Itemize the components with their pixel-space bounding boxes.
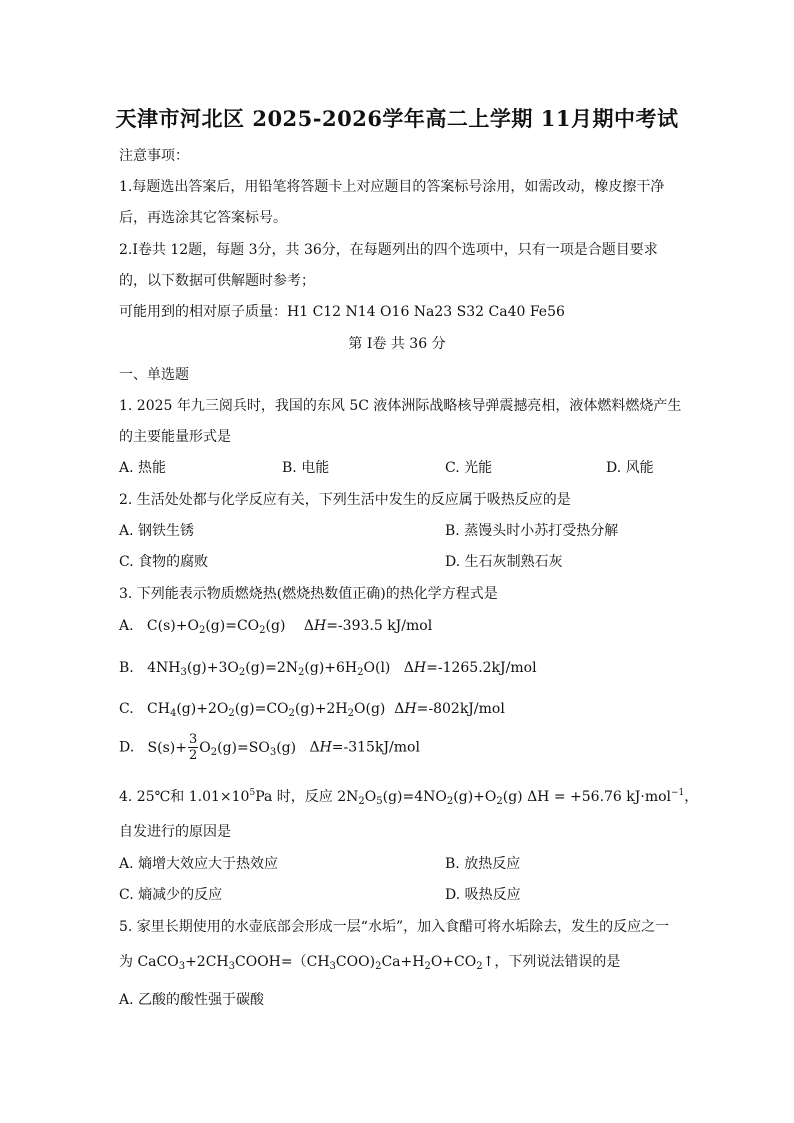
q3-b-equation: $4NH_3(g)+3O_2(g)=2N_2(g)+6H_2O(l)$: [147, 660, 391, 678]
note-2-line-1: 2.I卷共 12题，每题 3分，共 36分，在每题列出的四个选项中，只有一项是合题目要求: [119, 242, 658, 258]
q3-d-equation: S(s)+ $\frac{3}{2}$ $O_2(g)=SO_3(g)$: [147, 732, 297, 763]
q4-option-b: B. 放热反应: [445, 856, 521, 872]
q4-option-d: D. 吸热反应: [445, 887, 521, 903]
q1-option-a: A. 热能: [119, 460, 167, 476]
q3-stem: 3. 下列能表示物质燃烧热(燃烧热数值正确)的热化学方程式是: [119, 586, 498, 602]
page-title: 天津市河北区 2025-2026学年高二上学期 11月期中考试: [115, 106, 679, 131]
q1-stem-line-2: 的主要能量形式是: [119, 429, 231, 445]
q3-option-c: C. $CH_4(g)+2O_2(g)=CO_2(g)+2H_2O(g)$ ΔH=-802kJ/mol: [119, 701, 505, 719]
q1-option-b: B. 电能: [282, 460, 330, 476]
q5-stem-line-1: 5. 家里长期使用的水壶底部会形成一层“水垢”，加入食醋可将水垢除去，发生的反应之一: [119, 919, 670, 935]
q3-c-equation: $CH_4(g)+2O_2(g)=CO_2(g)+2H_2O(g)$: [147, 701, 386, 719]
q4-stem-line-2: 自发进行的原因是: [119, 824, 231, 840]
note-2-line-2: 的，以下数据可供解题时参考；: [119, 273, 315, 289]
section-heading: 一、单选题: [119, 367, 189, 383]
q3-option-d: D. S(s)+ $\frac{3}{2}$ $O_2(g)=SO_3(g)$ ΔH=-315kJ/mol: [119, 732, 420, 763]
q3-option-b: B. $4NH_3(g)+3O_2(g)=2N_2(g)+6H_2O(l)$ ΔH=-1265.2kJ/mol: [119, 660, 537, 678]
q5-option-a: A. 乙酸的酸性强于碳酸: [119, 992, 265, 1008]
q3-option-a: A. $C(s)+O_2(g)=CO_2(g)$ ΔH=-393.5 kJ/mol: [119, 618, 433, 636]
notes-heading: 注意事项：: [119, 148, 189, 164]
note-1-line-2: 后，再选涂其它答案标号。: [119, 210, 287, 226]
atomic-masses: 可能用到的相对原子质量：H1 C12 N14 O16 Na23 S32 Ca40 Fe56: [119, 304, 565, 320]
q2-option-b: B. 蒸馒头时小苏打受热分解: [445, 523, 619, 539]
q4-stem-line-1: 4. 25℃和 $1.01\times 10^5Pa$ 时，反应 $2N_2O_5(g)=4NO_2(g)+O_2(g) \Delta H = +56.76$ kJ·mol$^{-1}$，: [119, 788, 699, 807]
q2-stem: 2. 生活处处都与化学反应有关，下列生活中发生的反应属于吸热反应的是: [119, 492, 571, 508]
q2-option-d: D. 生石灰制熟石灰: [445, 554, 563, 570]
q4-option-a: A. 熵增大效应大于热效应: [119, 856, 279, 872]
q1-option-c: C. 光能: [445, 460, 493, 476]
q5-stem-line-2: 为 $CaCO_3+2CH_3COOH=(CH_3COO)_2Ca+H_2O+CO_2↑$，下列说法错误的是: [119, 954, 621, 972]
q4-option-c: C. 熵减少的反应: [119, 887, 223, 903]
q3-a-equation: $C(s)+O_2(g)=CO_2(g)$: [146, 618, 286, 636]
q2-option-a: A. 钢铁生锈: [119, 523, 195, 539]
fraction-three-halves: $\frac{3}{2}$: [188, 732, 198, 763]
note-1-line-1: 1.每题选出答案后，用铅笔将答题卡上对应题目的答案标号涂用，如需改动，橡皮擦干净: [119, 179, 665, 195]
q1-stem-line-1: 1. 2025 年九三阅兵时，我国的东风 5C 液体洲际战略核导弹震撼亮相，液体燃料燃烧产生: [119, 398, 682, 414]
part-heading: 第 I卷 共 36 分: [348, 336, 446, 352]
q2-option-c: C. 食物的腐败: [119, 554, 209, 570]
q1-option-d: D. 风能: [606, 460, 654, 476]
